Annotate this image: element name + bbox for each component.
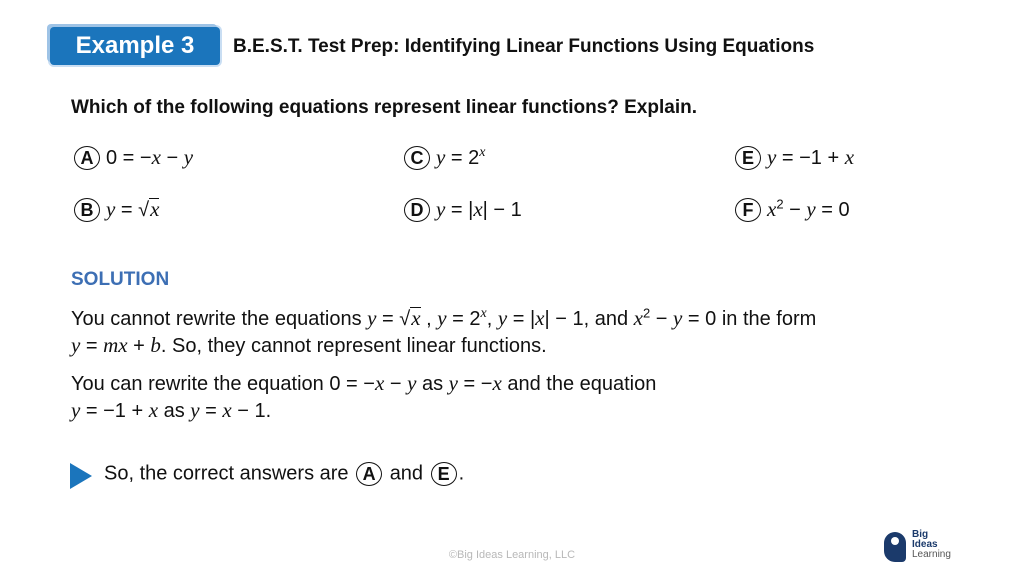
solution-paragraph-1: You cannot rewrite the equations y = √x , $y = 2^x$, y = |x| − 1, and $x^2 - y = 0$ in the form y = mx + b. So, they cannot represent linear functions. xyxy=(71,305,817,357)
choice-letter: F xyxy=(735,198,761,222)
choice-d: D y = |x| − 1 xyxy=(404,197,522,222)
choice-e: E y = −1 + x xyxy=(735,145,854,170)
page-title: B.E.S.T. Test Prep: Identifying Linear Functions Using Equations xyxy=(233,36,815,57)
choice-letter: E xyxy=(735,146,761,170)
answer-letter-a: A xyxy=(356,462,382,486)
conclusion-text: So, the correct answers are xyxy=(104,462,349,485)
logo-mark-icon xyxy=(884,532,906,562)
big-ideas-logo xyxy=(884,530,964,566)
answer-letter-e: E xyxy=(431,462,457,486)
logo-line-3: Learning xyxy=(912,549,951,560)
choice-c: C $y = 2^x$ xyxy=(404,145,485,170)
choice-letter: B xyxy=(74,198,100,222)
choice-letter: A xyxy=(74,146,100,170)
choice-b: B y = √x xyxy=(74,197,159,222)
choice-a: A 0 = −x − y xyxy=(74,145,193,170)
question-text: Which of the following equations represent linear functions? Explain. xyxy=(71,97,697,118)
conclusion: So, the correct answers are A and E . xyxy=(104,462,465,485)
conclusion-and: and xyxy=(389,462,424,485)
logo-line-1: Big xyxy=(912,529,929,540)
example-badge xyxy=(50,27,220,65)
choice-letter: C xyxy=(404,146,430,170)
copyright-footer: ©Big Ideas Learning, LLC xyxy=(448,549,576,561)
arrow-icon xyxy=(70,463,92,489)
example-badge-label: Example 3 xyxy=(75,32,195,59)
logo-line-2: Ideas xyxy=(912,539,938,550)
choice-letter: D xyxy=(404,198,430,222)
solution-heading: SOLUTION xyxy=(71,269,170,290)
choice-f: F $x^2 - y = 0$ xyxy=(735,197,850,222)
solution-paragraph-2: You can rewrite the equation 0 = −x − y as y = −x and the equation y = −1 + x as y = x − 1. xyxy=(71,371,657,422)
